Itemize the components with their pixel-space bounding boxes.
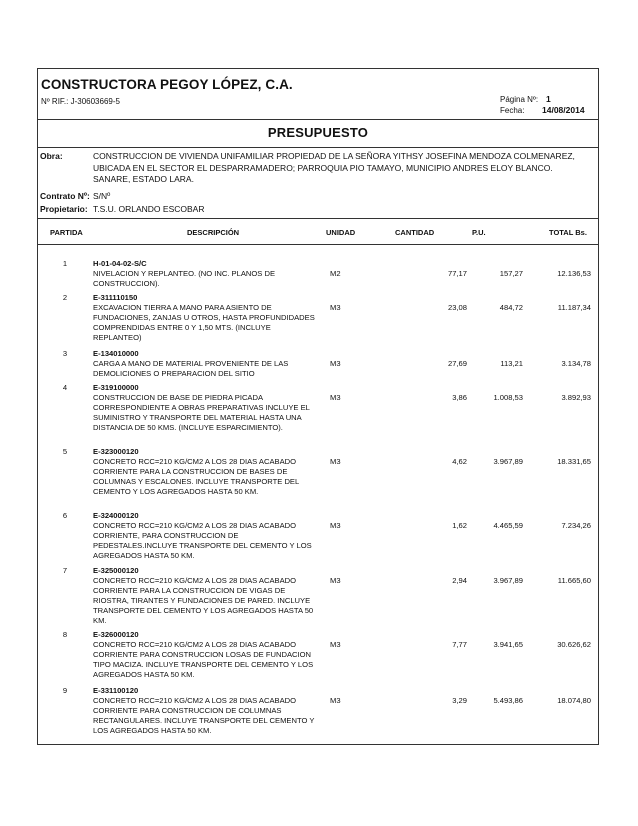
item-code: E-319100000 [93,383,139,392]
item-unit-price: 113,21 [500,359,523,368]
date-row [500,105,585,116]
column-header-unidad: UNIDAD [326,228,356,237]
item-unit-price: 3.967,89 [493,576,523,585]
propietario-label: Propietario: [40,204,88,214]
contrato-row [38,191,598,204]
item-unit-price: 1.008,53 [493,393,523,402]
item-total: 11.187,34 [557,303,591,312]
item-description-block [93,259,316,289]
page-number-label: Página Nº: [500,95,539,104]
page-number-row [500,94,585,105]
item-unit-price: 5.493,86 [493,696,523,705]
column-header-pu: P.U. [472,228,486,237]
item-unit-price: 4.465,59 [493,521,523,530]
propietario-row [38,204,598,219]
item-code: E-326000120 [93,630,139,639]
partida-number: 7 [62,566,68,575]
item-quantity: 1,62 [452,521,467,530]
contrato-value: S/Nº [93,191,111,201]
item-unit: M3 [330,696,341,705]
table-header [38,219,598,245]
item-unit-price: 3.967,89 [493,457,523,466]
item-code: E-323000120 [93,447,139,456]
propietario-value: T.S.U. ORLANDO ESCOBAR [93,204,205,214]
item-quantity: 27,69 [447,359,467,368]
item-unit-price: 157,27 [499,269,523,278]
item-code: E-331100120 [93,686,139,695]
item-total: 18.331,65 [557,457,591,466]
item-unit: M3 [330,457,341,466]
item-unit: M2 [330,269,341,278]
contrato-label: Contrato Nº: [40,191,90,201]
document-title: PRESUPUESTO [267,125,369,140]
item-unit: M3 [330,393,341,402]
page-number-value: 1 [546,94,551,104]
item-total: 12.136,53 [557,269,591,278]
item-unit-price: 3.941,65 [493,640,523,649]
title-bar [38,119,598,148]
item-description-block [93,686,316,736]
item-total: 30.626,62 [557,640,591,649]
partida-number: 3 [62,349,68,358]
item-code: E-325000120 [93,566,139,575]
item-quantity: 2,94 [452,576,467,585]
item-description: NIVELACION Y REPLANTEO. (NO INC. PLANOS DE CONSTRUCCION). [93,269,276,289]
budget-document [37,68,599,745]
item-description: CONCRETO RCC=210 KG/CM2 A LOS 28 DIAS ACABADO CORRIENTE PARA LA CONSTRUCCION DE BASES DE COLUMNAS Y ESCALONES. INCLUYE TRANSPORTE DEL CEMENTO Y LOS AGREGADOS HASTA 50 KM. [93,457,299,497]
item-quantity: 7,77 [452,640,467,649]
company-name: CONSTRUCTORA PEGOY LÓPEZ, C.A. [41,77,293,92]
item-quantity: 3,86 [452,393,467,402]
item-unit: M3 [330,576,341,585]
item-total: 3.134,78 [561,359,591,368]
partida-number: 4 [62,383,68,392]
partida-number: 9 [62,686,68,695]
date-value: 14/08/2014 [542,105,585,115]
page-info [500,94,585,116]
partida-number: 6 [62,511,68,520]
partida-number: 2 [62,293,68,302]
obra-row [38,151,598,193]
item-unit: M3 [330,640,341,649]
item-total: 11.665,60 [557,576,591,585]
obra-value: CONSTRUCCION DE VIVIENDA UNIFAMILIAR PROPIEDAD DE LA SEÑORA YITHSY JOSEFINA MENDOZA COLMENAREZ, UBICADA EN EL SECTOR EL DESPARRAMADERO; PARROQUIA PIO TAMAYO, MUNICIPIO ANDRES ELOY BLANCO. SANARE, ESTADO LARA. [93,151,575,184]
item-description: CONCRETO RCC=210 KG/CM2 A LOS 28 DIAS ACABADO CORRIENTE, PARA CONSTRUCCION DE PEDESTALES.INCLUYE TRANSPORTE DEL CEMENTO Y LOS AGREGADOS HASTA 50 KM. [93,521,312,561]
item-quantity: 77,17 [447,269,467,278]
item-total: 3.892,93 [561,393,591,402]
item-total: 18.074,80 [557,696,591,705]
item-unit: M3 [330,303,341,312]
item-description-block [93,349,316,379]
item-description: CARGA A MANO DE MATERIAL PROVENIENTE DE LAS DEMOLICIONES O PREPARACION DEL SITIO [93,359,289,379]
item-unit: M3 [330,521,341,530]
item-code: H-01-04-02-S/C [93,259,147,268]
column-header-total: TOTAL Bs. [549,228,587,237]
partida-number: 1 [62,259,68,268]
item-description-block [93,447,316,497]
item-total: 7.234,26 [561,521,591,530]
item-unit-price: 484,72 [499,303,523,312]
obra-label: Obra: [40,151,63,161]
column-header-partida: PARTIDA [50,228,83,237]
column-header-descripcion: DESCRIPCIÓN [187,228,240,237]
item-description-block [93,630,316,680]
item-code: E-324000120 [93,511,139,520]
partida-number: 8 [62,630,68,639]
partida-number: 5 [62,447,68,456]
item-quantity: 4,62 [452,457,467,466]
item-description: EXCAVACION TIERRA A MANO PARA ASIENTO DE FUNDACIONES, ZANJAS U OTROS, HASTA PROFUNDIDADES COMPRENDIDAS ENTRE 0 Y 1,50 MTS. (INCLUYE REPLANTEO) [93,303,315,343]
item-description: CONCRETO RCC=210 KG/CM2 A LOS 28 DIAS ACABADO CORRIENTE PARA CONSTRUCCION LOSAS DE FUNDACION TIPO MACIZA. INCLUYE TRANSPORTE DEL CEMENTO Y LOS AGREGADOS HASTA 50 KM. [93,640,314,680]
item-description-block [93,566,316,627]
item-description-block [93,293,316,343]
column-header-cantidad: CANTIDAD [395,228,435,237]
date-label: Fecha: [500,106,525,115]
item-code: E-311110150 [93,293,138,302]
item-description: CONCRETO RCC=210 KG/CM2 A LOS 28 DIAS ACABADO CORRIENTE PARA CONSTRUCCION DE COLUMNAS RECTANGULARES. INCLUYE TRANSPORTE DEL CEMENTO Y LOS AGREGADOS HASTA 50 KM. [93,696,315,736]
item-description-block [93,511,316,561]
item-unit: M3 [330,359,341,368]
company-rif: Nº RIF.: J-30603669-5 [41,97,120,106]
item-code: E-134010000 [93,349,139,358]
item-description: CONSTRUCCION DE BASE DE PIEDRA PICADA CORRESPONDIENTE A OBRAS PREPARATIVAS INCLUYE EL SUMINISTRO Y TRANSPORTE DEL MATERIAL HASTA UNA DISTANCIA DE 50 KMS. (INCLUYE ESPARCIMIENTO). [93,393,310,433]
item-description-block [93,383,316,433]
item-quantity: 23,08 [447,303,467,312]
company-header [38,69,598,120]
item-quantity: 3,29 [452,696,467,705]
item-description: CONCRETO RCC=210 KG/CM2 A LOS 28 DIAS ACABADO CORRIENTE PARA LA CONSTRUCCION DE VIGAS DE RIOSTRA, TIRANTES Y FUNDACIONES DE PARED. INCLUYE TRANSPORTE DEL CEMENTO Y LOS AGREGADOS HASTA 50 KM. [93,576,314,626]
